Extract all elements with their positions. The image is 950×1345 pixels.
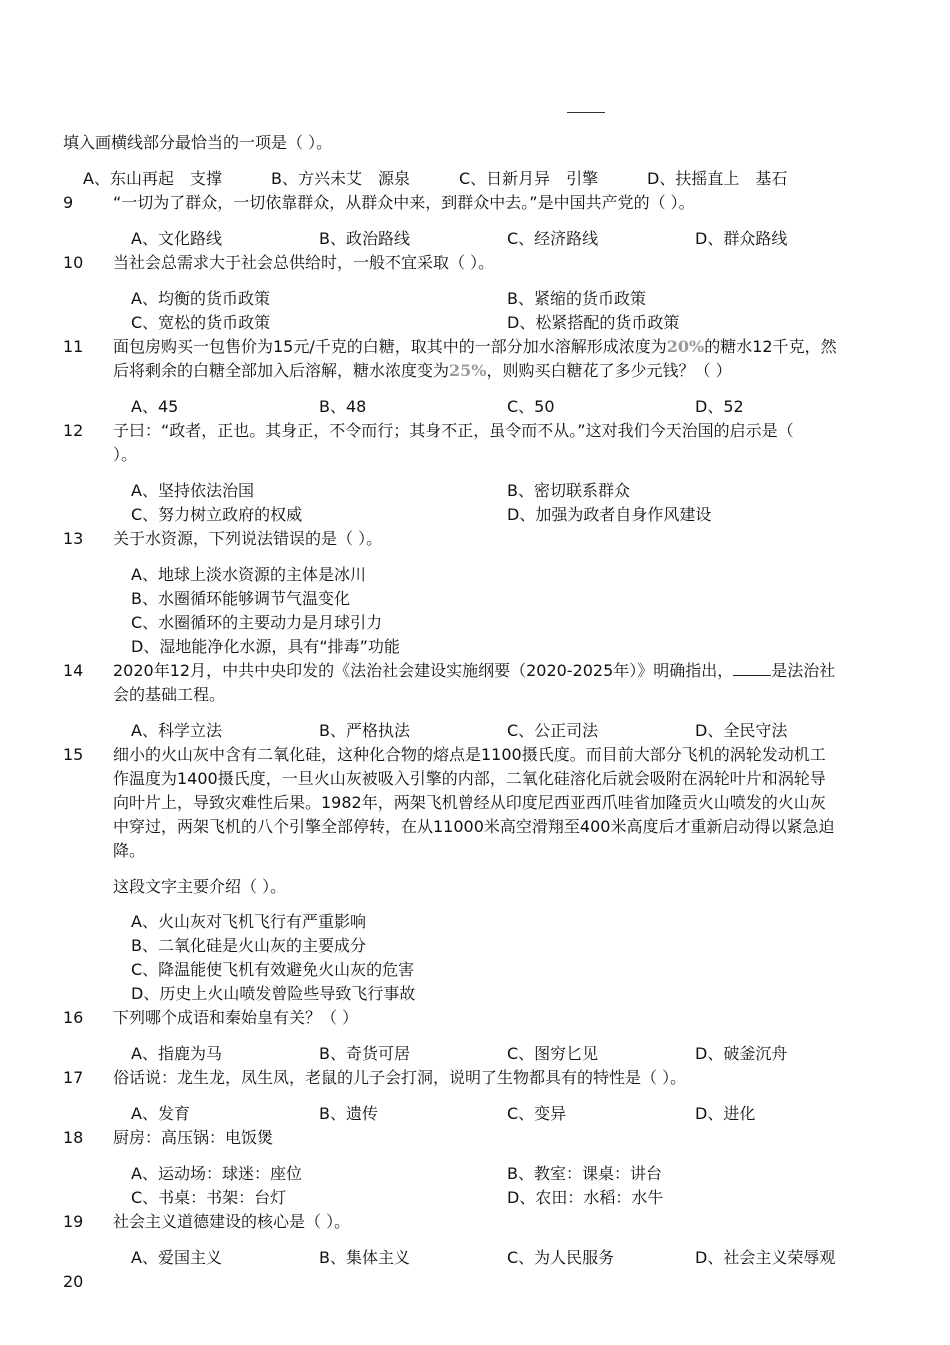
q14-option-d: D、全民守法	[695, 721, 788, 740]
q8-option-a: A、东山再起 支撑	[83, 169, 222, 188]
q11-line1-part2: 的糖水12千克，然	[704, 337, 837, 356]
q9-option-a: A、文化路线	[131, 229, 222, 248]
q14-line1-part1: 2020年12月，中共中央印发的《法治社会建设实施纲要（2020-2025年）》明确指出，	[113, 661, 734, 680]
q18-option-c: C、书桌：书架：台灯	[131, 1188, 287, 1207]
q11-stem-line1	[113, 337, 837, 357]
q10-option-a: A、均衡的货币政策	[131, 289, 270, 308]
q11-option-d: D、52	[695, 397, 744, 416]
q10-number: 10	[63, 253, 84, 272]
q10-option-b: B、紧缩的货币政策	[507, 289, 646, 308]
q19-option-d: D、社会主义荣辱观	[695, 1248, 836, 1267]
q19-option-b: B、集体主义	[319, 1248, 410, 1267]
q20-number: 20	[63, 1272, 84, 1291]
q13-number: 13	[63, 529, 84, 548]
q14-stem-line2: 会的基础工程。	[113, 685, 226, 704]
q9-stem: “一切为了群众，一切依靠群众，从群众中来，到群众中去。”是中国共产党的（ ）。	[113, 193, 695, 212]
q16-option-d: D、破釜沉舟	[695, 1044, 788, 1063]
q17-stem: 俗话说：龙生龙，凤生凤，老鼠的儿子会打洞，说明了生物都具有的特性是（ ）。	[113, 1068, 687, 1087]
q15-option-a: A、火山灰对飞机飞行有严重影响	[131, 912, 366, 931]
q10-option-d: D、松紧搭配的货币政策	[507, 313, 680, 332]
top-underline	[567, 112, 605, 113]
q15-passage-line4: 中穿过，两架飞机的八个引擎全部停转，在从11000米高空滑翔至400米高度后才重新启动得以紧急迫	[113, 817, 835, 836]
q15-passage-line1: 细小的火山灰中含有二氧化硅，这种化合物的熔点是1100摄氏度。而目前大部分飞机的涡轮发动机工	[113, 745, 826, 764]
q11-option-a: A、45	[131, 397, 179, 416]
q12-option-d: D、加强为政者自身作风建设	[507, 505, 712, 524]
q18-option-a: A、运动场：球迷：座位	[131, 1164, 302, 1183]
q9-option-d: D、群众路线	[695, 229, 788, 248]
q16-option-a: A、指鹿为马	[131, 1044, 222, 1063]
q17-option-b: B、遗传	[319, 1104, 378, 1123]
q19-number: 19	[63, 1212, 84, 1231]
q11-option-b: B、48	[319, 397, 367, 416]
q11-line2-part1: 后将剩余的白糖全部加入后溶解，糖水浓度变为	[113, 361, 450, 380]
q15-passage-line5: 降。	[113, 841, 146, 860]
q11-concentration-2: 25%	[449, 361, 487, 380]
q18-stem: 厨房：高压锅：电饭煲	[113, 1128, 274, 1147]
q12-option-c: C、努力树立政府的权威	[131, 505, 303, 524]
q14-option-a: A、科学立法	[131, 721, 222, 740]
q17-option-d: D、进化	[695, 1104, 756, 1123]
q10-stem: 当社会总需求大于社会总供给时，一般不宜采取（ ）。	[113, 253, 495, 272]
q8-option-d: D、扶摇直上 基石	[647, 169, 788, 188]
q13-option-d: D、湿地能净化水源，具有“排毒”功能	[131, 637, 400, 656]
q14-line1-part2: 是法治社	[771, 661, 836, 680]
q18-number: 18	[63, 1128, 84, 1147]
q12-option-b: B、密切联系群众	[507, 481, 630, 500]
q15-number: 15	[63, 745, 84, 764]
q11-option-c: C、50	[507, 397, 555, 416]
q17-number: 17	[63, 1068, 84, 1087]
q16-option-b: B、奇货可居	[319, 1044, 410, 1063]
q19-option-c: C、为人民服务	[507, 1248, 615, 1267]
q16-option-c: C、图穷匕见	[507, 1044, 599, 1063]
q12-number: 12	[63, 421, 84, 440]
q19-stem: 社会主义道德建设的核心是（ ）。	[113, 1212, 351, 1231]
q18-option-b: B、教室：课桌：讲台	[507, 1164, 662, 1183]
q10-option-c: C、宽松的货币政策	[131, 313, 271, 332]
q9-number: 9	[63, 193, 74, 212]
q8-option-b: B、方兴未艾 源泉	[271, 169, 410, 188]
q12-option-a: A、坚持依法治国	[131, 481, 254, 500]
q18-option-d: D、农田：水稻：水牛	[507, 1188, 664, 1207]
q11-stem-line2	[113, 361, 732, 381]
q8-option-c: C、日新月异 引擎	[459, 169, 599, 188]
q15-passage-line2: 作温度为1400摄氏度，一旦火山灰被吸入引擎的内部，二氧化硅溶化后就会吸附在涡轮叶片和涡轮导	[113, 769, 826, 788]
q14-option-b: B、严格执法	[319, 721, 410, 740]
q17-option-c: C、变异	[507, 1104, 567, 1123]
q15-option-c: C、降温能使飞机有效避免火山灰的危害	[131, 960, 415, 979]
q12-stem-line1: 子曰：“政者，正也。其身正，不令而行；其身不正，虽令而不从。”这对我们今天治国的启示是（	[113, 421, 794, 440]
q15-passage-line3: 向叶片上，导致灾难性后果。1982年，两架飞机曾经从印度尼西亚西爪哇省加隆贡火山喷发的火山灰	[113, 793, 826, 812]
q14-number: 14	[63, 661, 84, 680]
q9-option-c: C、经济路线	[507, 229, 599, 248]
fill-blank-instruction: 填入画横线部分最恰当的一项是（ ）。	[63, 133, 333, 152]
q15-option-d: D、历史上火山喷发曾险些导致飞行事故	[131, 984, 416, 1003]
q19-option-a: A、爱国主义	[131, 1248, 222, 1267]
q14-stem-line1	[113, 661, 835, 681]
q17-option-a: A、发育	[131, 1104, 190, 1123]
q13-option-a: A、地球上淡水资源的主体是冰川	[131, 565, 366, 584]
q12-stem-line2: ）。	[113, 445, 138, 464]
q15-option-b: B、二氧化硅是火山灰的主要成分	[131, 936, 366, 955]
q16-number: 16	[63, 1008, 84, 1027]
q11-number: 11	[63, 337, 84, 356]
q13-stem: 关于水资源，下列说法错误的是（ ）。	[113, 529, 383, 548]
q13-option-b: B、水圈循环能够调节气温变化	[131, 589, 350, 608]
q14-blank	[733, 661, 771, 676]
q11-concentration-1: 20%	[666, 337, 705, 356]
q15-question: 这段文字主要介绍（ ）。	[113, 877, 287, 896]
q9-option-b: B、政治路线	[319, 229, 410, 248]
q11-line1-part1: 面包房购买一包售价为15元/千克的白糖，取其中的一部分加水溶解形成浓度为	[113, 337, 667, 356]
q16-stem: 下列哪个成语和秦始皇有关？（ ）	[113, 1008, 359, 1027]
q13-option-c: C、水圈循环的主要动力是月球引力	[131, 613, 383, 632]
q11-line2-part2: ，则购买白糖花了多少元钱？（ ）	[486, 361, 732, 380]
q14-option-c: C、公正司法	[507, 721, 599, 740]
